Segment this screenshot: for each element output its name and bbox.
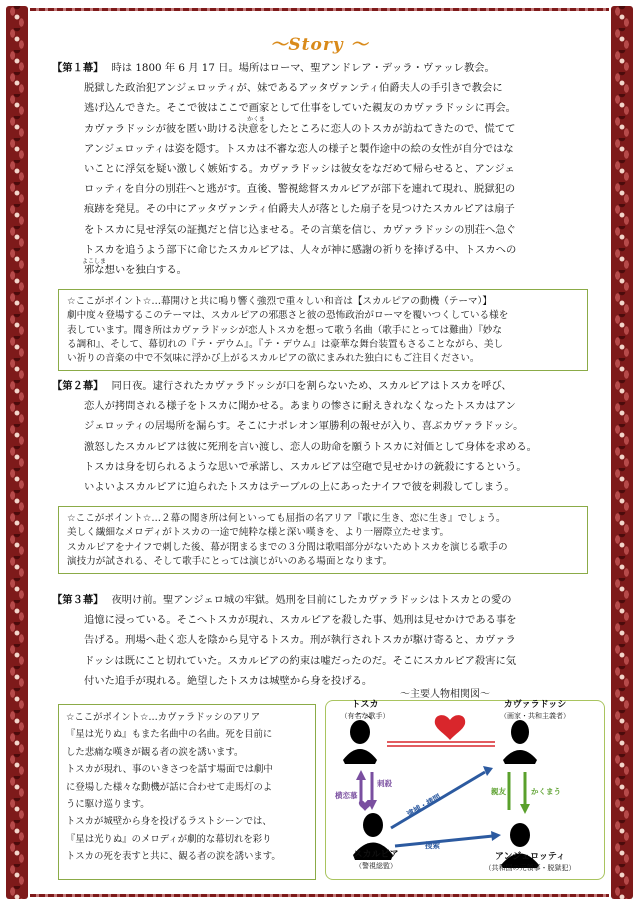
point3-line-6: トスカが城壁から身を投げるラストシーンでは、 bbox=[66, 816, 272, 828]
point2-box bbox=[58, 506, 588, 574]
point3-line-2: した悲痛な嘆きが観る者の涙を誘います。 bbox=[66, 746, 244, 758]
ruby-kakuma: かくま bbox=[247, 116, 266, 123]
cavaradossi-label: カヴァラドッシ （画家・共和主義者） bbox=[500, 700, 570, 720]
act3-line-2: 告げる。刑場へ赴く恋人を陰から見守るトスカ。刑が執行されトスカが駆け寄ると、カヴァラ bbox=[84, 634, 516, 647]
point1-line-3: る調和』、そして、幕切れの『テ・デウム』。『テ・デウム』は豪華な舞台装置もさることながら、美し bbox=[67, 338, 504, 350]
point3-line-1: 『星は光りぬ』もまた名曲中の名曲。死を目前に bbox=[66, 729, 273, 741]
act1-line-9: トスカを追うよう部下に命じたスカルピアは、人々が神に感謝の祈りを捧げる中、トスカへの bbox=[84, 243, 517, 256]
act1-line-1: 脱獄した政治犯アンジェロッティが、妹であるアッタヴァンティ伯爵夫人の手引きで教会に bbox=[84, 82, 503, 95]
heart-icon bbox=[435, 715, 465, 740]
tosca-label: トスカ （有名な歌手） bbox=[340, 700, 390, 720]
act1-line-4: アンジェロッティは姿を隠す。トスカは不審な恋人の様子と製作途中の絵の女性が自分ではな bbox=[84, 142, 514, 155]
act2-line-5: いよいよスカルピアに迫られたトスカはテーブルの上にあったナイフで彼を刺殺してしまう。 bbox=[84, 481, 515, 494]
point3-line-5: うに駆け巡ります。 bbox=[66, 799, 150, 811]
ornamental-border-left bbox=[6, 6, 28, 899]
act1-line-6: ロッティを自分の別荘へと逃がす。直後、警視総督スカルピアが部下を連れて現れ、脱獄犯の bbox=[84, 183, 516, 196]
act1-line-5: いことに浮気を疑い激しく嫉妬する。カヴァラドッシは彼女をなだめて帰らせると、アンジェ bbox=[84, 163, 515, 176]
act1-section bbox=[52, 58, 587, 280]
act3-line-3: ドッシは既にこと切れていた。スカルピアの約束は嘘だったのだ。そこにスカルピア殺害に気 bbox=[84, 654, 517, 667]
act1-line-3: カヴァラドッシが彼を匿い助ける決意をしたところに恋人のトスカが訪ねてきたので、慌てて bbox=[84, 122, 516, 135]
point3-line-4: に登場した様々な動機が話に合わせて走馬灯のよ bbox=[66, 781, 273, 793]
act2-section bbox=[52, 376, 587, 497]
small-heart-icon bbox=[359, 800, 371, 811]
ornamental-border-right bbox=[611, 6, 633, 899]
cavaradossi-silhouette bbox=[503, 720, 537, 764]
point2-line-3: 演技力が試される、そして歌手にとっては演じがいのある場面となります。 bbox=[67, 555, 393, 567]
act1-line-7: 痕跡を発見。その中にアッタヴァンティ伯爵夫人が落とした扇子を見つけたスカルピアは扇子 bbox=[84, 203, 515, 216]
point1-box bbox=[58, 289, 588, 371]
point1-line-0: ☆ここがポイント☆…幕開けと共に鳴り響く強烈で重々しい和音は【スカルピアの動機（テーマ）】 bbox=[67, 296, 492, 307]
point3-line-8: トスカの死を表すと共に、観る者の涙を誘います。 bbox=[66, 851, 281, 863]
point2-line-0: ☆ここがポイント☆…２幕の聞き所は何といっても屈指の名アリア『歌に生き、恋に生き』でしょう。 bbox=[67, 513, 506, 524]
point1-line-4: い祈りの音楽の中で不気味に浮かび上がるスカルピアの欲にまみれた独白にもご注目ください。 bbox=[67, 353, 480, 365]
page-title: 〜Story 〜 bbox=[270, 35, 369, 55]
act3-line-4: 付いた追手が現れる。絶望したトスカは城壁から身を投げる。 bbox=[84, 674, 373, 687]
sousaku-label: 捜索 bbox=[425, 841, 440, 850]
sousaku-arrowhead bbox=[491, 831, 501, 841]
act1-line-8: をトスカに見せ浮気の証拠だと信じ込ませる。その言葉を信じ、カヴァラドッシの別荘へ急ぐ bbox=[84, 223, 516, 236]
top-rule bbox=[30, 8, 609, 11]
point3-line-7: 『星は光りぬ』のメロディが劇的な幕切れを彩り bbox=[66, 833, 272, 845]
act3-line-1: 追憶に浸っている。そこへトスカが現れ、スカルピアを殺した事、処刑は見せかけである事を bbox=[84, 614, 517, 627]
ruby-yokoshima: よこしま bbox=[82, 258, 107, 265]
kakumau-arrowhead bbox=[520, 804, 530, 814]
act3-line-0: 【第３幕】 夜明け前。聖アンジェロ城の牢獄。処刑を目前にしたカヴァラドッシはトスカとの愛の bbox=[52, 594, 512, 606]
shigeki-label: 刺殺 bbox=[377, 779, 392, 788]
act2-line-2: ジェロッティの居場所を漏らす。そこにナポレオン軍勝利の報せが入り、喜ぶカヴァラドッシ。 bbox=[84, 420, 524, 433]
act3-section bbox=[52, 590, 587, 691]
act2-line-1: 恋人が拷問される様子をトスカに聞かせる。あまりの惨さに耐えきれなくなったトスカはアン bbox=[84, 400, 516, 413]
point3-line-0: ☆ここがポイント☆…カヴァラドッシのアリア bbox=[66, 712, 261, 723]
act3-label: 【第３幕】 bbox=[52, 594, 104, 606]
point1-line-2: 表しています。聞き所はカヴァラドッシが恋人トスカを想って歌う名曲（歌手にとっては難曲）『妙な bbox=[67, 324, 502, 336]
scarpia-label: スカルピア （警視総監） bbox=[353, 850, 399, 870]
taiho-label: 逮捕・拷問 bbox=[405, 792, 443, 819]
act1-line-2: 逃げ込んできた。そこで彼はここで画家として仕事をしていた親友のカヴァラドッシに再会。 bbox=[84, 102, 516, 115]
taiho-arrowhead bbox=[483, 766, 493, 776]
angelotti-label: アンジェロッティ （共和国の元領事・脱獄犯） bbox=[484, 852, 576, 872]
act1-label: 【第１幕】 bbox=[52, 62, 104, 74]
point3-box bbox=[58, 704, 316, 880]
sousaku-arrow-line bbox=[395, 836, 493, 846]
point1-line-1: 劇中度々登場するこのテーマは、スカルピアの邪悪さと彼の恐怖政治がローマを覆いつくしている様を bbox=[67, 310, 509, 322]
kenrin-arrowhead bbox=[356, 770, 366, 780]
point3-line-3: トスカが現れ、事のいきさつを話す場面では劇中 bbox=[66, 764, 273, 776]
act1-line-10: 邪な想いを独白する。 bbox=[84, 264, 187, 277]
bottom-rule bbox=[30, 894, 609, 897]
diagram-title: 〜主要人物相関図〜 bbox=[400, 689, 490, 700]
kakumau-label: かくまう bbox=[531, 787, 561, 796]
point2-line-2: スカルピアをナイフで刺した後、幕が閉まるまでの３分間は歌唱部分がないためトスカを演じる歌手の bbox=[67, 541, 508, 553]
kenrin-label: 横恋慕 bbox=[335, 791, 358, 800]
act1-line-0: 【第１幕】 時は 1800 年 6 月 17 日。場所はローマ、聖アンドレア・デッラ・ヴァッレ教会。 bbox=[52, 62, 495, 74]
act2-line-0: 【第２幕】 同日夜。逮行されたカヴァラドッシが口を割らないため、スカルピアはトスカを呼び、 bbox=[52, 380, 512, 392]
relationship-diagram bbox=[325, 700, 605, 880]
point2-line-1: 美しく繊細なメロディがトスカの一途で純粋な様と深い嘆きを、より一層際立たせます。 bbox=[67, 527, 450, 539]
shinyu-label: 親友 bbox=[491, 787, 506, 796]
act2-line-4: トスカは身を切られるような思いで承諾し、スカルピアは空砲で見せかけの銃殺にするという。 bbox=[84, 460, 527, 473]
act2-line-3: 激怒したスカルピアは彼に死刑を言い渡し、恋人の助命を願うトスカに対価として身体を求める。 bbox=[84, 440, 537, 453]
act2-label: 【第２幕】 bbox=[52, 380, 104, 392]
